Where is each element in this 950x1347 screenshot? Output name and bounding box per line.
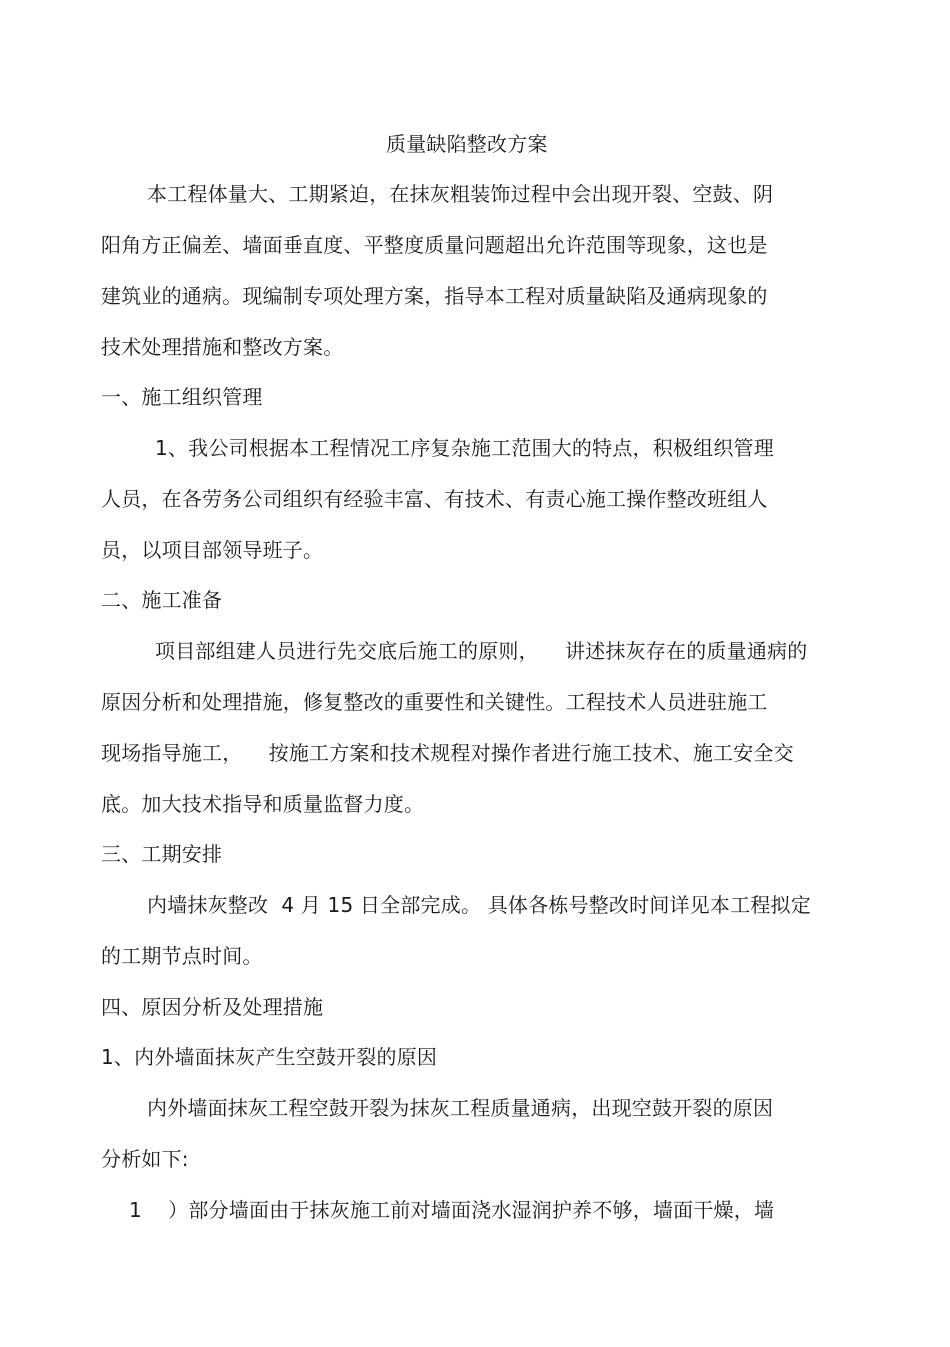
paragraph-line: 底。加大技术指导和质量监督力度。 bbox=[101, 792, 425, 816]
paragraph-line: 1、我公司根据本工程情况工序复杂施工范围大的特点，积极组织管理 bbox=[155, 436, 774, 460]
paragraph-line: 建筑业的通病。现编制专项处理方案，指导本工程对质量缺陷及通病现象的 bbox=[101, 284, 768, 308]
paragraph-line: 人员，在各劳务公司组织有经验丰富、有技术、有责心施工操作整改班组人 bbox=[101, 487, 768, 511]
subsection-heading: 1、内外墙面抹灰产生空鼓开裂的原因 bbox=[101, 1045, 438, 1069]
paragraph-line: 的工期节点时间。 bbox=[101, 944, 263, 968]
list-item: 1 ）部分墙面由于抹灰施工前对墙面浇水湿润护养不够，墙面干燥，墙 bbox=[129, 1198, 775, 1222]
paragraph-line: 分析如下: bbox=[101, 1147, 189, 1171]
paragraph-line: 本工程体量大、工期紧迫，在抹灰粗装饰过程中会出现开裂、空鼓、阴 bbox=[147, 182, 774, 206]
section-heading: 三、工期安排 bbox=[101, 842, 223, 866]
paragraph-line: 现场指导施工， 按施工方案和技术规程对操作者进行施工技术、施工安全交 bbox=[101, 741, 794, 765]
paragraph-line: 员，以项目部领导班子。 bbox=[101, 538, 324, 562]
paragraph-line: 阳角方正偏差、墙面垂直度、平整度质量问题超出允许范围等现象，这也是 bbox=[101, 233, 768, 257]
section-heading: 一、施工组织管理 bbox=[101, 385, 263, 409]
paragraph-line: 技术处理措施和整改方案。 bbox=[101, 335, 344, 359]
document-title: 质量缺陷整改方案 bbox=[386, 132, 548, 156]
section-heading: 四、原因分析及处理措施 bbox=[101, 995, 324, 1019]
section-heading: 二、施工准备 bbox=[101, 588, 223, 612]
paragraph-line: 内墙抹灰整改 4 月 15 日全部完成。 具体各栋号整改时间详见本工程拟定 bbox=[147, 893, 811, 917]
paragraph-line: 项目部组建人员进行先交底后施工的原则， 讲述抹灰存在的质量通病的 bbox=[155, 639, 808, 663]
paragraph-line: 内外墙面抹灰工程空鼓开裂为抹灰工程质量通病，出现空鼓开裂的原因 bbox=[147, 1096, 774, 1120]
paragraph-line: 原因分析和处理措施，修复整改的重要性和关键性。工程技术人员进驻施工 bbox=[101, 690, 768, 714]
